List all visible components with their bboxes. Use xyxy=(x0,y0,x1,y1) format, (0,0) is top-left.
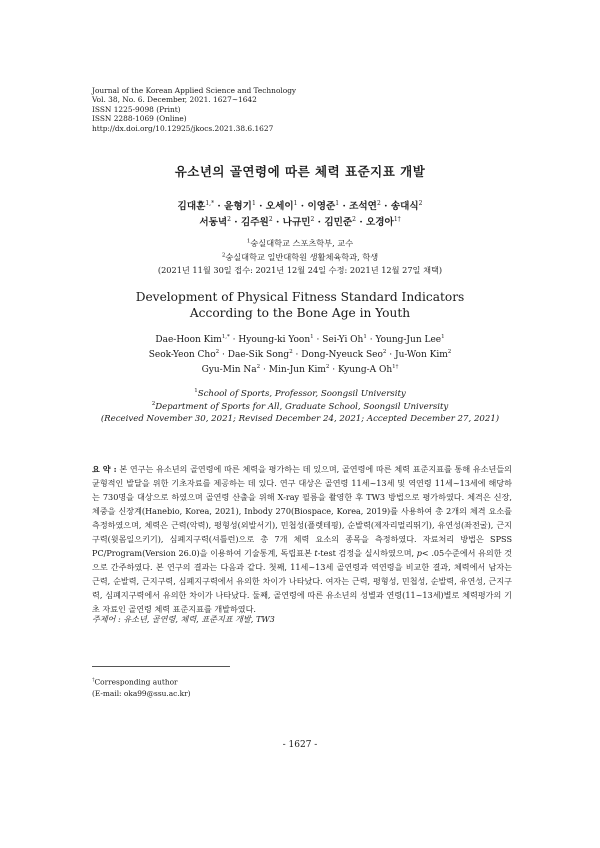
author-sup: 2 xyxy=(310,215,315,223)
author-sup: 1 xyxy=(310,334,314,340)
affiliation-sup: 1 xyxy=(194,388,198,394)
author-sup: 1† xyxy=(393,215,401,223)
journal-info xyxy=(92,86,296,133)
page-number: - 1627 - xyxy=(282,740,318,750)
t-symbol: t xyxy=(314,548,318,558)
author-sup: 2 xyxy=(376,199,381,207)
affiliation-en-2 xyxy=(0,401,600,412)
title-english-line2: According to the Bone Age in Youth xyxy=(189,306,411,320)
author-name: 윤형기 xyxy=(224,201,252,212)
author-name: Dae-Hoon Kim xyxy=(155,335,222,345)
author-sup: 2 xyxy=(256,364,261,370)
author-name: Ju-Won Kim xyxy=(394,350,448,360)
author-name: Dong-Nyeuck Seo xyxy=(301,350,383,360)
author-sup: 2 xyxy=(418,199,423,207)
author-name: 김민준 xyxy=(324,217,353,228)
author-sup: 1 xyxy=(335,199,340,207)
author-name: 나규민 xyxy=(282,217,311,228)
author-name: 이영준 xyxy=(307,201,336,212)
authors-en-line1: Dae-Hoon Kim$^{1,*}$ · Hyoung-ki Yoon$^1$ · Sei-Yi $Oh^1$ · Young-Jun Lee$^1$ xyxy=(155,334,445,345)
author-name: Min-Jun Kim xyxy=(268,365,326,375)
affiliation-sup: 2 xyxy=(221,252,226,259)
author-sup: 1,* xyxy=(205,199,215,207)
title-english-line1: Development of Physical Fitness Standard Indicators xyxy=(135,290,465,304)
footnote xyxy=(92,674,191,700)
abstract-label: 요 약 : xyxy=(92,464,117,474)
affiliation-text: School of Sports, Professor, Soongsil University xyxy=(197,388,406,399)
affiliation-sup: 1 xyxy=(246,238,251,245)
abstract-text-1: 본 연구는 유소년의 골연령에 따른 체력을 평가하는 데 있으며, 골연령에 따른 체력 표준지표를 통해 유소년들의 균형적인 발달을 위한 기초자료를 제공하는 데 있다. 연구 대상은 골연령 11세~13세 및 역연령 11세~13세에 해당하는 730명을 대상으로 하였으며 골연령 산출을 위해 X-ray 필름을 촬영한 후 TW3 방법으로 평가하였다. 체격은 신장, 체중을 신장계(Hanebio, Korea, 2021), Inbody 270(Biospace, Korea, 2019)를 사용하여 총 2개의 체격 요소를 측정하였으며, 체력은 근력(악력), 평형성(외발서기), 민첩성(플렛테핑), 순발력(제자리멀리뛰기), 유연성(좌전굴), 근지구력(윗몸일으키기), 심폐지구력(셔틀런)으로 총 7개 체력 요소의 종목을 측정하였다. 자료처리 방법은 SPSS PC/Program(Version 26.0)을 이용하여 기술통계, 독립표본 xyxy=(92,464,512,558)
author-sup: 1 xyxy=(251,199,256,207)
authors-ko-line2: 서동녁$^2$ · 김주원$^2$ · 나규민$^2$ · 김민준$^2$ · 오경아$^{1\dagger}$ xyxy=(199,215,401,228)
author-sup: 1 xyxy=(293,199,298,207)
author-name: Sei-Yi Oh xyxy=(322,335,364,345)
footnote-line1: Corresponding author xyxy=(94,677,178,687)
authors-en-line2: Seok-Yeon Cho$^2$ · Dae-Sik Song$^2$ · Dong-Nyeuck Seo$^2$ · Ju-Won Kim$^2$ xyxy=(148,349,452,360)
authors-en-line3: Gyu-Min $Na^2 \cdot Min-Jun$ Kim$^2$ · Kyung-A $Oh^{1\dagger}$ xyxy=(201,364,399,375)
affiliation-text: 숭실대학교 일반대학원 생활체육학과, 학생 xyxy=(225,252,379,262)
author-name: Dae-Sik Song xyxy=(227,350,290,360)
author-sup: 2 xyxy=(382,349,387,355)
author-name: Gyu-Min Na xyxy=(201,365,257,375)
author-sup: 2 xyxy=(289,349,293,355)
journal-name: Journal of the Korean Applied Science and Technology xyxy=(92,86,297,95)
author-name: Seok-Yeon Cho xyxy=(148,350,216,360)
dates-english: (Received November 30, 2021; Revised December 24, 2021; Accepted December 27, 2021) xyxy=(100,414,500,424)
author-name: Kyung-A Oh xyxy=(338,365,393,375)
authors-ko-line1: 김대훈$^{1,*}$ · 윤형기$^1$ · 오세이$^1$ · 이영준$^1$ · 조석연$^2$ · 송대식$^2$ xyxy=(177,199,423,212)
author-name: 김대훈 xyxy=(177,201,206,212)
dagger-symbol: † xyxy=(92,677,95,683)
affiliation-text: Department of Sports for All, Graduate School, Soongsil University xyxy=(155,401,449,412)
author-sup: 2 xyxy=(268,215,273,223)
author-sup: 2 xyxy=(215,349,220,355)
journal-issn-print: ISSN 1225-9098 (Print) xyxy=(92,104,181,114)
journal-doi: http://dx.doi.org/10.12925/jkocs.2021.38.6.1627 xyxy=(92,123,274,133)
author-sup: 1 xyxy=(363,334,367,340)
title-korean: 유소년의 골연령에 따른 체력 표준지표 개발 xyxy=(174,164,426,179)
author-sup: 1 xyxy=(441,334,445,340)
author-name: Young-Jun Lee xyxy=(375,335,442,345)
author-sup: 2 xyxy=(447,349,452,355)
author-sup: 2 xyxy=(352,215,356,223)
title-english xyxy=(0,289,600,321)
author-name: 오세이 xyxy=(265,201,294,212)
footnote-email: (E-mail: oka99@ssu.ac.kr) xyxy=(92,689,191,699)
affiliation-ko-2 xyxy=(0,252,600,263)
author-sup: 2 xyxy=(227,215,231,223)
abstract-text-3: < .05수준에서 유의한 것으로 간주하였다. 본 연구의 결과는 다음과 같다. 첫째, 11세~13세 골연령과 역연령을 비교한 결과, 체력에서 남자는 근력, 순발력, 근지구력, 심폐지구력에서 유의한 차이가 나타났다. 여자는 근력, 평형성, 민첩성, 순발력, 유연성, 근지구력, 심폐지구력에서 유의한 차이가 나타났다. 둘째, 골연령에 따른 유소년의 성별과 연령(11~13세)별로 체력평가의 기초 자료인 골연령 체력 표준지표를 개발하였다. xyxy=(92,548,513,614)
keywords: 주제어 : 유소년, 골연령, 체력, 표준지표 개발, TW3 xyxy=(92,614,275,624)
affiliation-sup: 2 xyxy=(151,401,156,407)
author-sup: 1† xyxy=(392,364,399,370)
affiliation-en-1 xyxy=(0,388,600,399)
abstract-text-2: -test 검정을 실시하였으며, xyxy=(317,548,417,558)
author-name: 서동녁 xyxy=(199,217,228,228)
affiliation-text: 숭실대학교 스포츠학부, 교수 xyxy=(250,238,354,248)
author-name: Hyoung-ki Yoon xyxy=(238,335,311,345)
dates-korean: (2021년 11월 30일 접수: 2021년 12월 24일 수정: 2021년 12월 27일 채택) xyxy=(157,265,443,275)
abstract xyxy=(92,462,512,616)
journal-issn-online: ISSN 2288-1069 (Online) xyxy=(92,114,187,124)
author-name: 오경아 xyxy=(366,217,394,228)
author-name: 김주원 xyxy=(241,217,269,228)
affiliation-ko-1 xyxy=(0,238,600,249)
author-name: 조석연 xyxy=(349,201,377,212)
author-name: 송대식 xyxy=(390,201,419,212)
author-sup: 1,* xyxy=(221,334,230,340)
author-sup: 2 xyxy=(325,364,330,370)
p-symbol: p xyxy=(416,548,422,558)
journal-volume: Vol. 38, No. 6. December, 2021. 1627~1642 xyxy=(92,95,257,105)
footnote-divider xyxy=(92,666,230,667)
